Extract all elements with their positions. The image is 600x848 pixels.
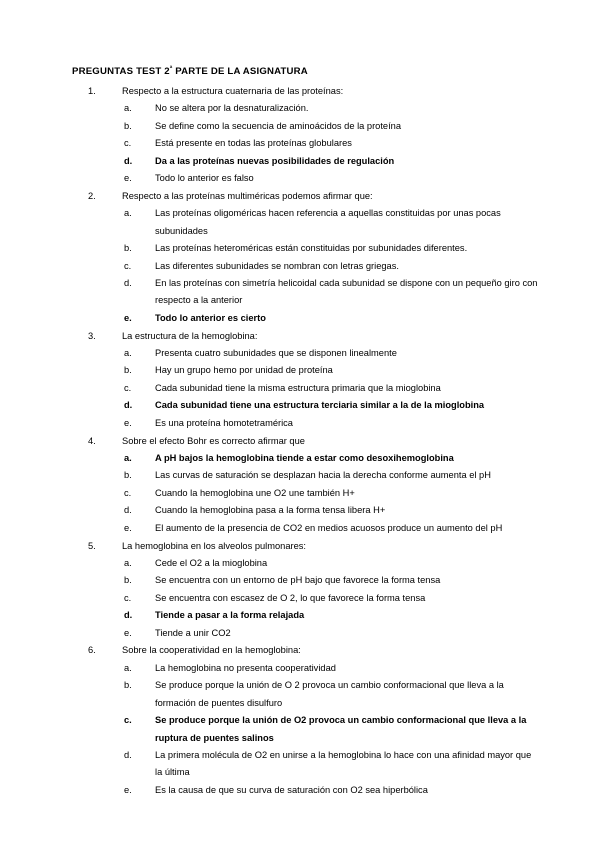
- option-text: Cada subunidad tiene la misma estructura primaria que la mioglobina: [155, 382, 441, 393]
- option-list: [122, 205, 540, 327]
- option-letter: d.: [124, 277, 132, 288]
- option-text: Tiende a pasar a la forma relajada: [155, 610, 305, 621]
- option-letter: b.: [124, 243, 132, 254]
- option-letter: c.: [124, 260, 132, 271]
- option-text: La primera molécula de O2 en unirse a la hemoglobina lo hace con una afinidad mayor que la última: [155, 749, 532, 778]
- question-item: [72, 433, 540, 537]
- option-letter: a.: [124, 662, 132, 673]
- option-item[interactable]: [122, 782, 540, 799]
- option-item-correct[interactable]: [122, 607, 540, 624]
- option-text: Hay un grupo hemo por unidad de proteína: [155, 365, 333, 376]
- question-stem: La hemoglobina en los alveolos pulmonares:: [122, 540, 306, 551]
- option-letter: b.: [124, 680, 132, 691]
- ordinal-indicator: ª: [169, 64, 173, 72]
- option-text: Se produce porque la unión de O 2 provoca un cambio conformacional que lleva a la formación de puentes disulfuro: [155, 680, 504, 708]
- option-letter: e.: [124, 173, 132, 184]
- option-list: [122, 100, 540, 187]
- option-item[interactable]: [122, 240, 540, 257]
- option-text: El aumento de la presencia de CO2 en medios acuosos produce un aumento del pH: [155, 522, 503, 533]
- option-text: Todo lo anterior es falso: [155, 173, 254, 184]
- option-item[interactable]: [122, 485, 540, 502]
- option-item[interactable]: [122, 258, 540, 275]
- question-number: 3.: [88, 330, 96, 341]
- option-item[interactable]: [122, 415, 540, 432]
- option-item[interactable]: [122, 747, 540, 782]
- option-item[interactable]: [122, 625, 540, 642]
- option-text: Las proteínas oligoméricas hacen referencia a aquellas constituidas por unas pocas subunidades: [155, 208, 501, 236]
- question-stem: Sobre la cooperatividad en la hemoglobina:: [122, 645, 301, 656]
- option-item-correct[interactable]: [122, 397, 540, 414]
- option-text: Se produce porque la unión de O2 provoca un cambio conformacional que lleva a la ruptura de puentes salinos: [155, 715, 527, 743]
- option-item[interactable]: [122, 205, 540, 240]
- option-letter: c.: [124, 487, 132, 498]
- option-text: Se define como la secuencia de aminoácidos de la proteína: [155, 120, 402, 131]
- option-letter: e.: [124, 627, 132, 638]
- option-text: Se encuentra con escasez de O 2, lo que favorece la forma tensa: [155, 592, 426, 603]
- option-letter: b.: [124, 365, 132, 376]
- option-letter: e.: [124, 522, 132, 533]
- option-text: Presenta cuatro subunidades que se disponen linealmente: [155, 348, 397, 359]
- option-list: [122, 660, 540, 799]
- option-item[interactable]: [122, 275, 540, 310]
- option-letter: a.: [124, 103, 132, 114]
- option-text: Todo lo anterior es cierto: [155, 312, 266, 323]
- question-item: [72, 642, 540, 799]
- option-item[interactable]: [122, 380, 540, 397]
- option-item[interactable]: [122, 170, 540, 187]
- option-letter: e.: [124, 312, 132, 323]
- question-stem: Sobre el efecto Bohr es correcto afirmar que: [122, 435, 305, 446]
- option-letter: d.: [124, 155, 133, 166]
- question-number: 6.: [88, 645, 96, 656]
- option-list: [122, 345, 540, 432]
- option-letter: d.: [124, 400, 133, 411]
- option-letter: a.: [124, 348, 132, 359]
- option-letter: a.: [124, 557, 132, 568]
- option-text: Las proteínas heteroméricas están constituidas por subunidades diferentes.: [155, 243, 468, 254]
- option-letter: b.: [124, 575, 132, 586]
- option-item[interactable]: [122, 135, 540, 152]
- option-item-correct[interactable]: [122, 310, 540, 327]
- option-text: En las proteínas con simetría helicoidal cada subunidad se dispone con un pequeño giro con respecto a la anterior: [155, 277, 538, 306]
- question-stem: Respecto a las proteínas multiméricas podemos afirmar que:: [122, 190, 373, 201]
- option-item[interactable]: [122, 345, 540, 362]
- page-title: [72, 66, 540, 78]
- option-item[interactable]: [122, 502, 540, 519]
- option-item[interactable]: [122, 590, 540, 607]
- question-number: 2.: [88, 190, 96, 201]
- option-text: Cede el O2 a la mioglobina: [155, 557, 268, 568]
- option-text: A pH bajos la hemoglobina tiende a estar como desoxihemoglobina: [155, 453, 454, 464]
- option-list: [122, 555, 540, 642]
- option-item[interactable]: [122, 362, 540, 379]
- question-number: 4.: [88, 435, 96, 446]
- option-text: No se altera por la desnaturalización.: [155, 103, 309, 114]
- option-letter: c.: [124, 592, 132, 603]
- question-list: [72, 83, 540, 799]
- option-item[interactable]: [122, 467, 540, 484]
- page-title-prefix: PREGUNTAS TEST 2: [72, 66, 170, 77]
- option-text: Cada subunidad tiene una estructura terciaria similar a la de la mioglobina: [155, 400, 485, 411]
- question-number: 1.: [88, 85, 96, 96]
- option-text: Es una proteína homotetramérica: [155, 417, 293, 428]
- option-text: Cuando la hemoglobina une O2 une también H+: [155, 487, 355, 498]
- question-stem: La estructura de la hemoglobina:: [122, 330, 258, 341]
- option-item[interactable]: [122, 572, 540, 589]
- option-item-correct[interactable]: [122, 712, 540, 747]
- option-letter: a.: [124, 453, 132, 464]
- question-stem: Respecto a la estructura cuaternaria de las proteínas:: [122, 85, 344, 96]
- option-text: Está presente en todas las proteínas globulares: [155, 138, 352, 149]
- option-letter: c.: [124, 138, 132, 149]
- option-text: Tiende a unir CO2: [155, 627, 231, 638]
- option-item-correct[interactable]: [122, 153, 540, 170]
- option-letter: b.: [124, 120, 132, 131]
- option-item[interactable]: [122, 677, 540, 712]
- page-title-suffix: PARTE DE LA ASIGNATURA: [172, 66, 308, 77]
- option-item[interactable]: [122, 100, 540, 117]
- option-item[interactable]: [122, 555, 540, 572]
- option-letter: e.: [124, 417, 132, 428]
- option-text: Es la causa de que su curva de saturación con O2 sea hiperbólica: [155, 784, 428, 795]
- option-text: Las diferentes subunidades se nombran con letras griegas.: [155, 260, 399, 271]
- option-text: Se encuentra con un entorno de pH bajo que favorece la forma tensa: [155, 575, 441, 586]
- question-number: 5.: [88, 540, 96, 551]
- option-text: La hemoglobina no presenta cooperatividad: [155, 662, 336, 673]
- option-letter: d.: [124, 749, 132, 760]
- option-letter: c.: [124, 382, 132, 393]
- option-letter: d.: [124, 610, 133, 621]
- option-letter: d.: [124, 505, 132, 516]
- option-letter: e.: [124, 784, 132, 795]
- option-item[interactable]: [122, 520, 540, 537]
- option-text: Cuando la hemoglobina pasa a la forma tensa libera H+: [155, 505, 386, 516]
- question-item: [72, 328, 540, 432]
- option-text: Las curvas de saturación se desplazan hacia la derecha conforme aumenta el pH: [155, 470, 491, 481]
- option-letter: c.: [124, 715, 132, 726]
- option-letter: b.: [124, 470, 132, 481]
- option-letter: a.: [124, 208, 132, 219]
- question-item: [72, 83, 540, 187]
- option-item[interactable]: [122, 660, 540, 677]
- option-text: Da a las proteínas nuevas posibilidades de regulación: [155, 155, 395, 166]
- option-item[interactable]: [122, 118, 540, 135]
- option-item-correct[interactable]: [122, 450, 540, 467]
- question-item: [72, 538, 540, 642]
- option-list: [122, 450, 540, 537]
- question-item: [72, 188, 540, 327]
